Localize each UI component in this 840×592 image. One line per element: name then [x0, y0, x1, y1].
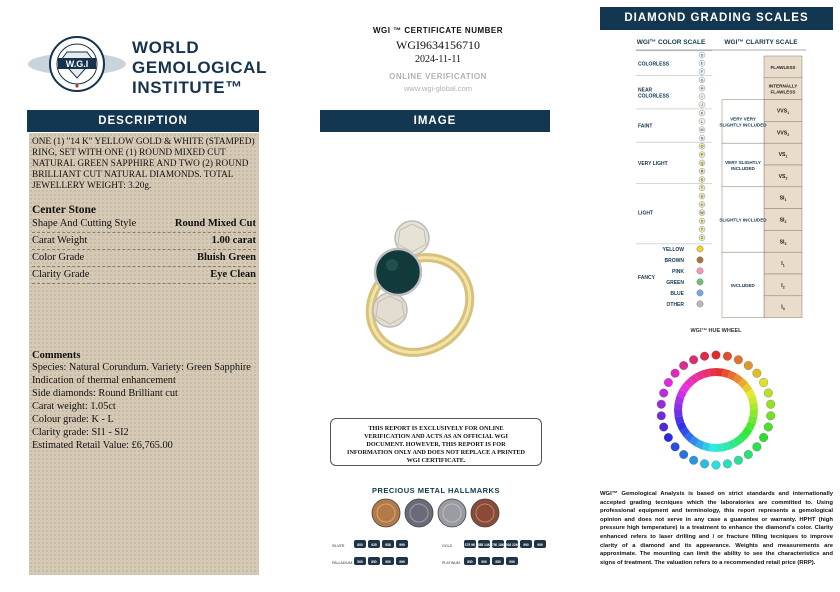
hue-wheel-gem-icon	[700, 352, 709, 361]
color-grade-letter: R	[700, 169, 704, 174]
color-group-label: VERY LIGHT	[638, 160, 668, 167]
clarity-group-label: VERY SLIGHTLY	[725, 160, 761, 165]
comment-line: Estimated Retail Value: £6,765.00	[32, 440, 173, 451]
hue-wheel-gem-icon	[664, 378, 673, 387]
color-grade-letter: L	[701, 119, 703, 124]
hue-wheel-gem-icon	[671, 443, 680, 452]
color-grade-letter: V	[700, 202, 704, 207]
color-grade-letter: O	[700, 144, 704, 149]
certificate-number-label: WGI ™ CERTIFICATE NUMBER	[372, 26, 504, 35]
color-grade-letter: Z	[700, 236, 704, 240]
disclaimer-text: THIS REPORT IS EXCLUSIVELY FOR ONLINE VERIFICATION AND ACTS AS AN OFFICIAL WGI DOCUMENT. HOWEVER, THIS REPORT IS FOR INFORMATION ONLY AND DOES NOT REPLACE A PRINTED WGI CERTIFICATE.	[347, 425, 525, 464]
hallmark-medal-icon	[438, 499, 466, 527]
hallmark-stamp-label: 850	[467, 560, 473, 564]
fancy-color-gem-icon	[697, 268, 703, 274]
spec-label: Carat Weight	[32, 235, 88, 246]
fancy-color-gem-icon	[697, 290, 703, 296]
brand-name-line1: WORLD	[132, 38, 200, 57]
grading-scales-table	[636, 34, 806, 320]
hallmark-stamp-label: 990	[523, 543, 529, 547]
spec-row	[32, 267, 256, 284]
fancy-color-label: GREEN	[666, 279, 684, 286]
comments-title: Comments	[32, 350, 81, 361]
hallmark-medal-icon	[471, 499, 499, 527]
hue-wheel-gem-icon	[766, 400, 775, 409]
clarity-group-label: INCLUDED	[731, 282, 755, 288]
globe-logo-icon	[27, 34, 127, 100]
hue-wheel-gem-icon	[659, 389, 668, 398]
clarity-group-label: VERY VERY	[730, 116, 756, 122]
svg-text:W.G.I: W.G.I	[65, 59, 89, 69]
spec-label: Clarity Grade	[32, 269, 90, 280]
color-group-label: FAINT	[638, 123, 653, 130]
hallmark-stamp-label: 900	[481, 560, 487, 564]
hue-wheel	[648, 342, 784, 478]
hue-wheel-gem-icon	[723, 352, 732, 361]
fancy-color-label: BROWN	[664, 257, 684, 264]
color-grade-letter: F	[700, 70, 704, 74]
brand-name-line2: GEMOLOGICAL	[132, 58, 268, 77]
hallmark-stamp-label: 958	[385, 543, 391, 547]
clarity-grade-label: $SI_1$	[779, 195, 787, 203]
hallmark-stamp-label: 950	[495, 560, 501, 564]
spec-row	[32, 233, 256, 250]
hue-wheel-gem-icon	[744, 361, 753, 370]
footer-disclaimer: WGI™ Gemological Analysis is based on strict standards and internationally accepted grading tecniques which the laboratories are committed to. Using professional equipment and terminology, this report represents a gemological opinion and does not serve in any case a guarantee or warranty. HPHT (high pressure high temperature) is a treatment to enhance the diamond's color. Clarity enhanced refers to laser drilling and / or fracture filling tecniques to improve clarity of a diamond and its appearance. Weights and measurements are approximate. The mounting can limit the ability to see the characteristics and signs of treatment. The valuation refers to a recommended retail price (RRP).	[600, 491, 833, 566]
hue-wheel-gem-icon	[753, 369, 762, 378]
description-text: ONE (1) "14 K" YELLOW GOLD & WHITE (STAMPED) RING, SET WITH ONE (1) ROUND MIXED CUT NATURAL GREEN SAPPHIRE AND TWO (2) ROUND BRILLIANT CUT NATURAL DIAMONDS. TOTAL JEWELLERY WEIGHT: 3.20g.	[32, 137, 255, 191]
color-grade-letter: Y	[700, 227, 704, 232]
fancy-color-gem-icon	[697, 301, 703, 307]
hallmark-stamp-label: 925	[371, 543, 377, 547]
center-stone-specs	[32, 216, 256, 284]
hue-wheel-gem-icon	[671, 369, 680, 378]
spec-label: Color Grade	[32, 252, 85, 263]
hallmark-stamp-label: 500	[357, 560, 363, 564]
clarity-grade-label: FLAWLESS	[770, 89, 796, 95]
color-grade-letter: P	[700, 153, 704, 157]
clarity-group-label: INCLUDED	[731, 166, 755, 171]
clarity-grade-label: $VS_2$	[778, 173, 788, 181]
color-group-label: NEAR	[638, 87, 653, 94]
hue-wheel-gem-icon	[689, 355, 698, 364]
grading-scales-heading: DIAMOND GRADING SCALES	[600, 7, 833, 30]
hallmark-medal-icon	[372, 499, 400, 527]
fancy-color-gem-icon	[697, 246, 703, 252]
fancy-color-gem-icon	[697, 257, 703, 263]
clarity-scale-title: WGI™ CLARITY SCALE	[724, 39, 798, 46]
hallmark-row-label: GOLD	[442, 544, 453, 548]
hallmark-stamp-label: 585 14K	[477, 543, 491, 547]
fancy-group-label: FANCY	[638, 274, 655, 281]
spec-value: 1.00 carat	[211, 235, 256, 246]
spec-value: Eye Clean	[210, 269, 256, 280]
hallmark-stamp-label: 750 18K	[491, 543, 505, 547]
hue-wheel-gem-icon	[723, 459, 732, 468]
comment-line: Colour grade: K - L	[32, 414, 114, 425]
color-grade-letter: G	[700, 78, 704, 83]
color-group-label: COLORLESS	[638, 93, 670, 100]
clarity-grade-label: FLAWLESS	[770, 64, 796, 70]
disclaimer-box	[330, 418, 542, 466]
hallmark-stamp-label: 999	[399, 543, 405, 547]
description-panel	[29, 133, 259, 575]
clarity-group-cell	[722, 143, 764, 187]
hue-wheel-gem-icon	[759, 378, 768, 387]
color-scale-title: WGI™ COLOR SCALE	[636, 39, 706, 46]
hue-wheel-gem-icon	[664, 433, 673, 442]
online-verification-label: ONLINE VERIFICATION	[389, 72, 487, 81]
comment-line: Indication of thermal enhancement	[32, 375, 176, 386]
description-heading: DESCRIPTION	[27, 110, 259, 132]
brand-name-line3: INSTITUTE™	[132, 78, 243, 97]
spec-row	[32, 216, 256, 233]
clarity-grade-label: $SI_2$	[779, 217, 787, 224]
clarity-grade-label: $SI_3$	[779, 239, 787, 246]
clarity-grade-label: INTERNALLY	[768, 83, 798, 89]
spec-row	[32, 250, 256, 267]
hallmark-stamp-label: 950	[385, 560, 391, 564]
hallmarks-chart	[332, 497, 542, 572]
hue-wheel-gem-icon	[753, 443, 762, 452]
hallmark-stamp-label: 999	[509, 560, 515, 564]
fancy-color-label: PINK	[672, 268, 684, 275]
color-group-label: COLORLESS	[638, 61, 670, 68]
hallmark-stamp-label: 999	[399, 560, 405, 564]
color-grade-letter: S	[700, 177, 704, 182]
hue-wheel-gem-icon	[764, 423, 773, 432]
spec-value: Round Mixed Cut	[174, 218, 256, 229]
comment-line: Carat weight: 1.05ct	[32, 401, 116, 412]
color-grade-letter: K	[700, 111, 704, 116]
hue-wheel-gem-icon	[712, 461, 721, 470]
hallmark-stamp-label: 375 9K	[464, 543, 476, 547]
hue-wheel-gem-icon	[679, 450, 688, 459]
center-stone-title: Center Stone	[32, 204, 96, 216]
online-verification-url[interactable]: www.wgi-global.com	[404, 84, 472, 93]
comments-list	[32, 361, 256, 452]
clarity-group-label: SLIGHTLY INCLUDED	[719, 217, 767, 223]
spec-value: Bluish Green	[196, 252, 256, 263]
fancy-color-label: YELLOW	[662, 246, 684, 253]
certificate-number: WGI9634156710	[396, 38, 480, 52]
hallmark-stamp-label: 800	[357, 543, 363, 547]
hue-wheel-gem-icon	[759, 433, 768, 442]
hue-wheel-gem-icon	[744, 450, 753, 459]
hallmark-stamp-label: 999	[537, 543, 543, 547]
clarity-grade-label: $I_3$	[781, 304, 785, 312]
certificate-date: 2024-11-11	[415, 54, 461, 65]
hue-wheel-gem-icon	[764, 389, 773, 398]
fancy-color-label: OTHER	[666, 301, 684, 308]
hue-wheel-gem-icon	[734, 355, 743, 364]
hallmark-row-label: PLATINUM	[442, 561, 460, 565]
hue-wheel-gem-icon	[679, 361, 688, 370]
color-grade-letter: W	[700, 211, 704, 216]
color-grade-letter: J	[701, 103, 703, 108]
clarity-group-label: SLIGHTLY INCLUDED	[719, 122, 767, 128]
comment-line: Species: Natural Corundum. Variety: Green Sapphire	[32, 362, 251, 373]
hallmark-stamp-label: 850	[371, 560, 377, 564]
color-grade-letter: E	[700, 61, 704, 66]
clarity-grade-label: $VS_1$	[778, 152, 788, 159]
hallmark-medal-icon	[405, 499, 433, 527]
comment-line: Clarity grade: SI1 - SI2	[32, 427, 129, 438]
hue-wheel-gem-icon	[734, 456, 743, 465]
hue-wheel-gem-icon	[657, 400, 666, 409]
color-grade-letter: M	[700, 128, 704, 133]
hue-wheel-gem-icon	[659, 423, 668, 432]
color-group-label: LIGHT	[638, 210, 653, 217]
clarity-grade-label: $I_2$	[781, 282, 785, 290]
hue-wheel-title: WGI™ HUE WHEEL	[690, 328, 742, 334]
color-grade-letter: N	[700, 136, 704, 141]
wgi-logo	[27, 34, 267, 100]
fancy-color-label: BLUE	[670, 290, 684, 297]
image-heading: IMAGE	[320, 110, 550, 132]
hue-wheel-gem-icon	[657, 411, 666, 420]
color-grade-letter: U	[700, 194, 704, 199]
hue-wheel-gem-icon	[689, 456, 698, 465]
hue-wheel-gem-icon	[766, 411, 775, 420]
fancy-color-gem-icon	[697, 279, 703, 285]
hue-wheel-gem-icon	[712, 351, 721, 360]
color-grade-letter: Q	[700, 161, 704, 166]
hallmark-stamp-label: 916 22K	[505, 543, 519, 547]
clarity-grade-label: $VVS_2$	[776, 130, 790, 137]
comment-line: Side diamonds: Round Brilliant cut	[32, 388, 178, 399]
color-grade-letter: H	[700, 86, 704, 91]
ring-photo	[350, 210, 480, 360]
color-grade-letter: I	[701, 94, 703, 99]
color-grade-letter: T	[700, 186, 704, 191]
color-grade-letter: D	[700, 53, 704, 58]
spec-label: Shape And Cutting Style	[32, 218, 137, 229]
clarity-grade-label: $VVS_1$	[776, 108, 790, 115]
hallmark-row-label: PALLADIUM	[332, 561, 353, 565]
hallmark-row-label: SILVER	[332, 544, 345, 548]
clarity-grade-label: $I_1$	[781, 261, 785, 268]
color-grade-letter: X	[700, 219, 704, 224]
hue-wheel-gem-icon	[700, 459, 709, 468]
hallmarks-title: PRECIOUS METAL HALLMARKS	[372, 486, 500, 495]
